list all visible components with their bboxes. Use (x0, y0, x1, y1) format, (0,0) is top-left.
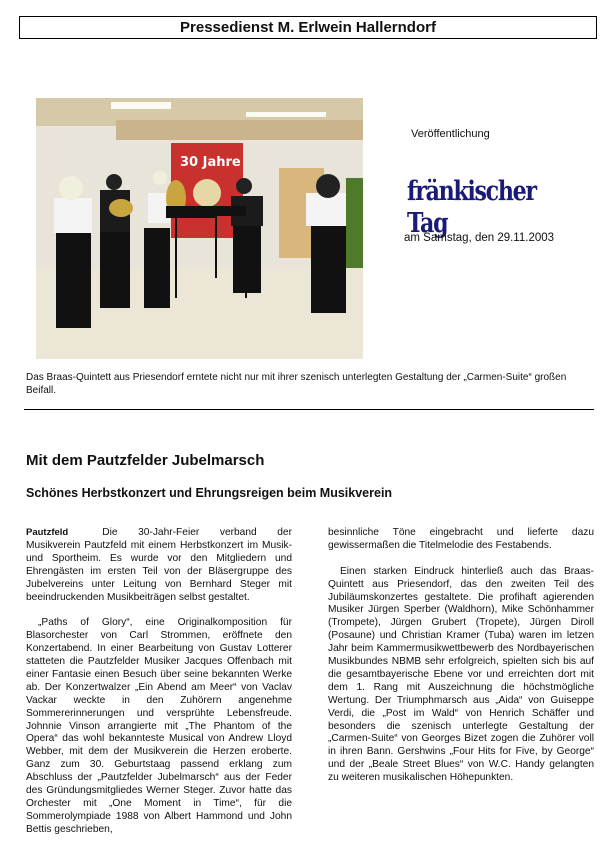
article-dateline: Pautzfeld (26, 527, 69, 538)
article-paragraph: „Paths of Glory“, eine Originalkomposition für Blasorchester von Carl Strommen, eröffnete den Konzertabend. In einer Bearbeitung von Gustav Lotterer statteten die Pautzfelder Musiker Jacques Offenbach mit einer Fantasie einen Besuch über seine bekannten Werke ab. Der Konzertwalzer „Ein Abend am Meer“ von Vaclav Vackar weckte in den Zuhörern angenehme Sommererinnerungen und versprühte Lebensfreude. Johnnie Vinson arrangierte mit „The Phantom of the Opera“ das wohl bekannteste Musical von Andrew Lloyd Webber, mit dem der Musikverein die Herzen eroberte. Ganz zum 30. Geburtstaag passend erklang zum Abschluss der „Pautzfelder Jubelmarsch“ aus der Feder des Gründungsmitgliedes Werner Steger. Zuvor hatte das Orchester mit „One Moment in Time“, für die Sommerolympiade 1988 von Albert Hammond und John Bettis geschrieben, (26, 617, 292, 835)
publication-label: Veröffentlichung (411, 128, 490, 140)
article-paragraph: Einen starken Eindruck hinterließ auch das Braas-Quintett aus Priesendorf, das den zweiten Teil des Jubiläumskonzertes gestaltete. Die profihaft agierenden Musiker Jürgen Sperber (Waldhorn), Mike Schönhammer (Trompete), Jürgen Grubert (Tropete), Jürgen Diroll (Posaune) und Christian Kramer (Tuba) waren im letzen Jahr beim Kammermusikwettbewerb des Nordbayerischen Musikbundes NBMB sehr erfolgreich, spielten sich bis auf die gesamtbayerische Ebene vor und erreichten dort mit dem 1. Rang mit Auszeichnung die höchstmögliche Wertung. Der Triumphmarsch aus „Aida“ von Guiseppe Verdi, die „Post im Wald“ von Henrich Schäffer und besonders die szenisch unterlegte Gestaltung der „Carmen-Suite“ von Georges Bizet zogen die Zuhörer voll in ihren Bann. Gershwins „Four Hits for Five, by George“ und der „Beale Street Blues“ von W.C. Handy gelangten zu weiteren musikalischen Höhepunkten. (328, 565, 594, 784)
header-title: Pressedienst M. Erlwein Hallerndorf (180, 19, 436, 36)
article-column-left (26, 527, 292, 850)
newspaper-logo: fränkischer Tag (407, 176, 536, 239)
paragraph-text: Die 30-Jahr-Feier verband der Musikverein Pautzfeld mit einem Herbstkonzert im Musik- und Sportheim. Es wurde vor den Mitgliedern und Ehrengästen im ersten Teil von der Bläsergruppe des Jubelvereins unter Leitung von Bernhard Steger mit beeindruckenden Musikbeiträgen selbst gestaltet. (26, 527, 292, 603)
divider-line (24, 409, 594, 410)
banner-text: 30 Jahre (180, 155, 241, 170)
photo-caption: Das Braas-Quintett aus Priesendorf erntete nicht nur mit ihrer szenisch unterlegten Gestaltung der „Carmen-Suite“ großen Beifall. (26, 372, 567, 396)
article-column-right (328, 527, 594, 798)
photo-illustration (36, 98, 363, 359)
concert-photo (36, 98, 363, 359)
article-subheadline: Schönes Herbstkonzert und Ehrungsreigen beim Musikverein (26, 486, 393, 500)
publication-date: am Samstag, den 29.11.2003 (404, 232, 555, 244)
article-headline: Mit dem Pautzfelder Jubelmarsch (26, 452, 265, 469)
article-paragraph: besinnliche Töne eingebracht und lieferte dazu gewissermaßen die Titelmelodie des Festabends. (328, 527, 594, 551)
article-paragraph (26, 527, 292, 604)
press-service-header (19, 16, 597, 39)
